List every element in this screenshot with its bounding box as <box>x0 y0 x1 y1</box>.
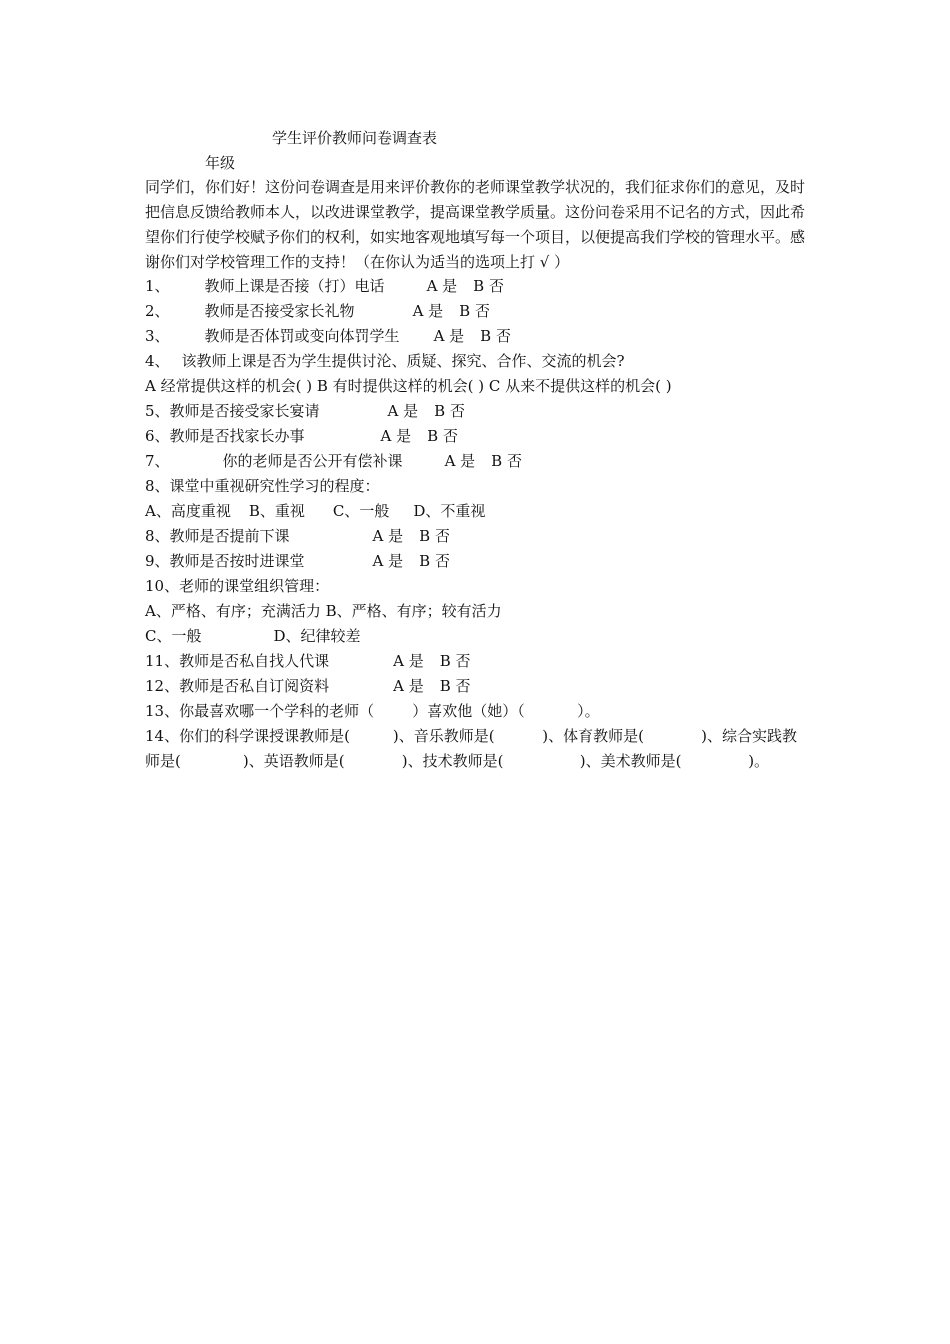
option-a: A 是 <box>444 452 476 470</box>
question-5: 5、教师是否接受家长宴请 A 是 B 否 <box>145 399 825 424</box>
question-8a-options: A、高度重视 B、重视 C、一般 D、不重视 <box>145 502 486 520</box>
question-8b: 8、教师是否提前下课 A 是 B 否 <box>145 524 825 549</box>
question-10-options-ab: A、严格、有序；充满活力 B、严格、有序；较有活力 <box>145 602 502 620</box>
option-b: B 否 <box>434 402 465 420</box>
option-b: B 否 <box>459 302 490 320</box>
option-b: B 否 <box>491 452 522 470</box>
option-a: A 是 <box>412 302 444 320</box>
question-1: 1、 教师上课是否接（打）电话 A 是 B 否 <box>145 274 825 299</box>
option-a: A 是 <box>372 552 404 570</box>
question-7: 7、 你的老师是否公开有偿补课 A 是 B 否 <box>145 449 825 474</box>
question-12: 12、教师是否私自订阅资料 A 是 B 否 <box>145 674 825 699</box>
question-2: 2、 教师是否接受家长礼物 A 是 B 否 <box>145 299 825 324</box>
option-b: B 否 <box>419 552 450 570</box>
question-list <box>145 274 825 774</box>
question-10-options-cd: C、一般 D、纪律较差 <box>145 627 361 645</box>
option-b: B 否 <box>427 427 458 445</box>
question-3: 3、 教师是否体罚或变向体罚学生 A 是 B 否 <box>145 324 825 349</box>
question-8a: 8、课堂中重视研究性学习的程度： <box>145 477 380 495</box>
page-title: 学生评价教师问卷调查表 <box>272 129 438 147</box>
question-13: 13、你最喜欢哪一个学科的老师（ ）喜欢他（她）（ ）。 <box>145 702 600 720</box>
option-b: B 否 <box>480 327 511 345</box>
option-b: B 否 <box>419 527 450 545</box>
option-a: A 是 <box>393 677 424 695</box>
grade-label: 年级 <box>205 154 236 172</box>
question-6: 6、教师是否找家长办事 A 是 B 否 <box>145 424 825 449</box>
question-9: 9、教师是否按时进课堂 A 是 B 否 <box>145 549 825 574</box>
question-11: 11、教师是否私自找人代课 A 是 B 否 <box>145 649 825 674</box>
option-a: A 是 <box>426 277 458 295</box>
option-a: A 是 <box>387 402 419 420</box>
question-4: 4、 该教师上课是否为学生提供讨沦、质疑、探究、合作、交流的机会? <box>145 352 625 370</box>
option-a: A 是 <box>380 427 412 445</box>
intro-paragraph: 同学们，你们好！这份问卷调查是用来评价教你的老师课堂教学状况的，我们征求你们的意见，及时把信息反馈给教师本人，以改进课堂教学，提高课堂教学质量。这份问卷采用不记名的方式，因此希望你们行使学校赋予你们的权利，如实地客观地填写每一个项目，以便提高我们学校的管理水平。感谢你们对学校管理工作的支持！（在你认为适当的选项上打 √ ） <box>145 178 806 271</box>
option-a: A 是 <box>393 652 424 670</box>
question-14: 14、你们的科学课授课教师是( )、音乐教师是( )、体育教师是( )、综合实践教师是( )、英语教师是( )、技术教师是( )、美术教师是( )。 <box>145 727 798 770</box>
question-4-options: A 经常提供这样的机会( ) B 有时提供这样的机会( ) C 从来不提供这样的机会( ) <box>145 377 672 395</box>
option-b: B 否 <box>473 277 504 295</box>
option-a: A 是 <box>372 527 404 545</box>
question-10: 10、老师的课堂组织管理： <box>145 577 330 595</box>
option-b: B 否 <box>439 677 471 695</box>
option-b: B 否 <box>439 652 471 670</box>
option-a: A 是 <box>433 327 465 345</box>
